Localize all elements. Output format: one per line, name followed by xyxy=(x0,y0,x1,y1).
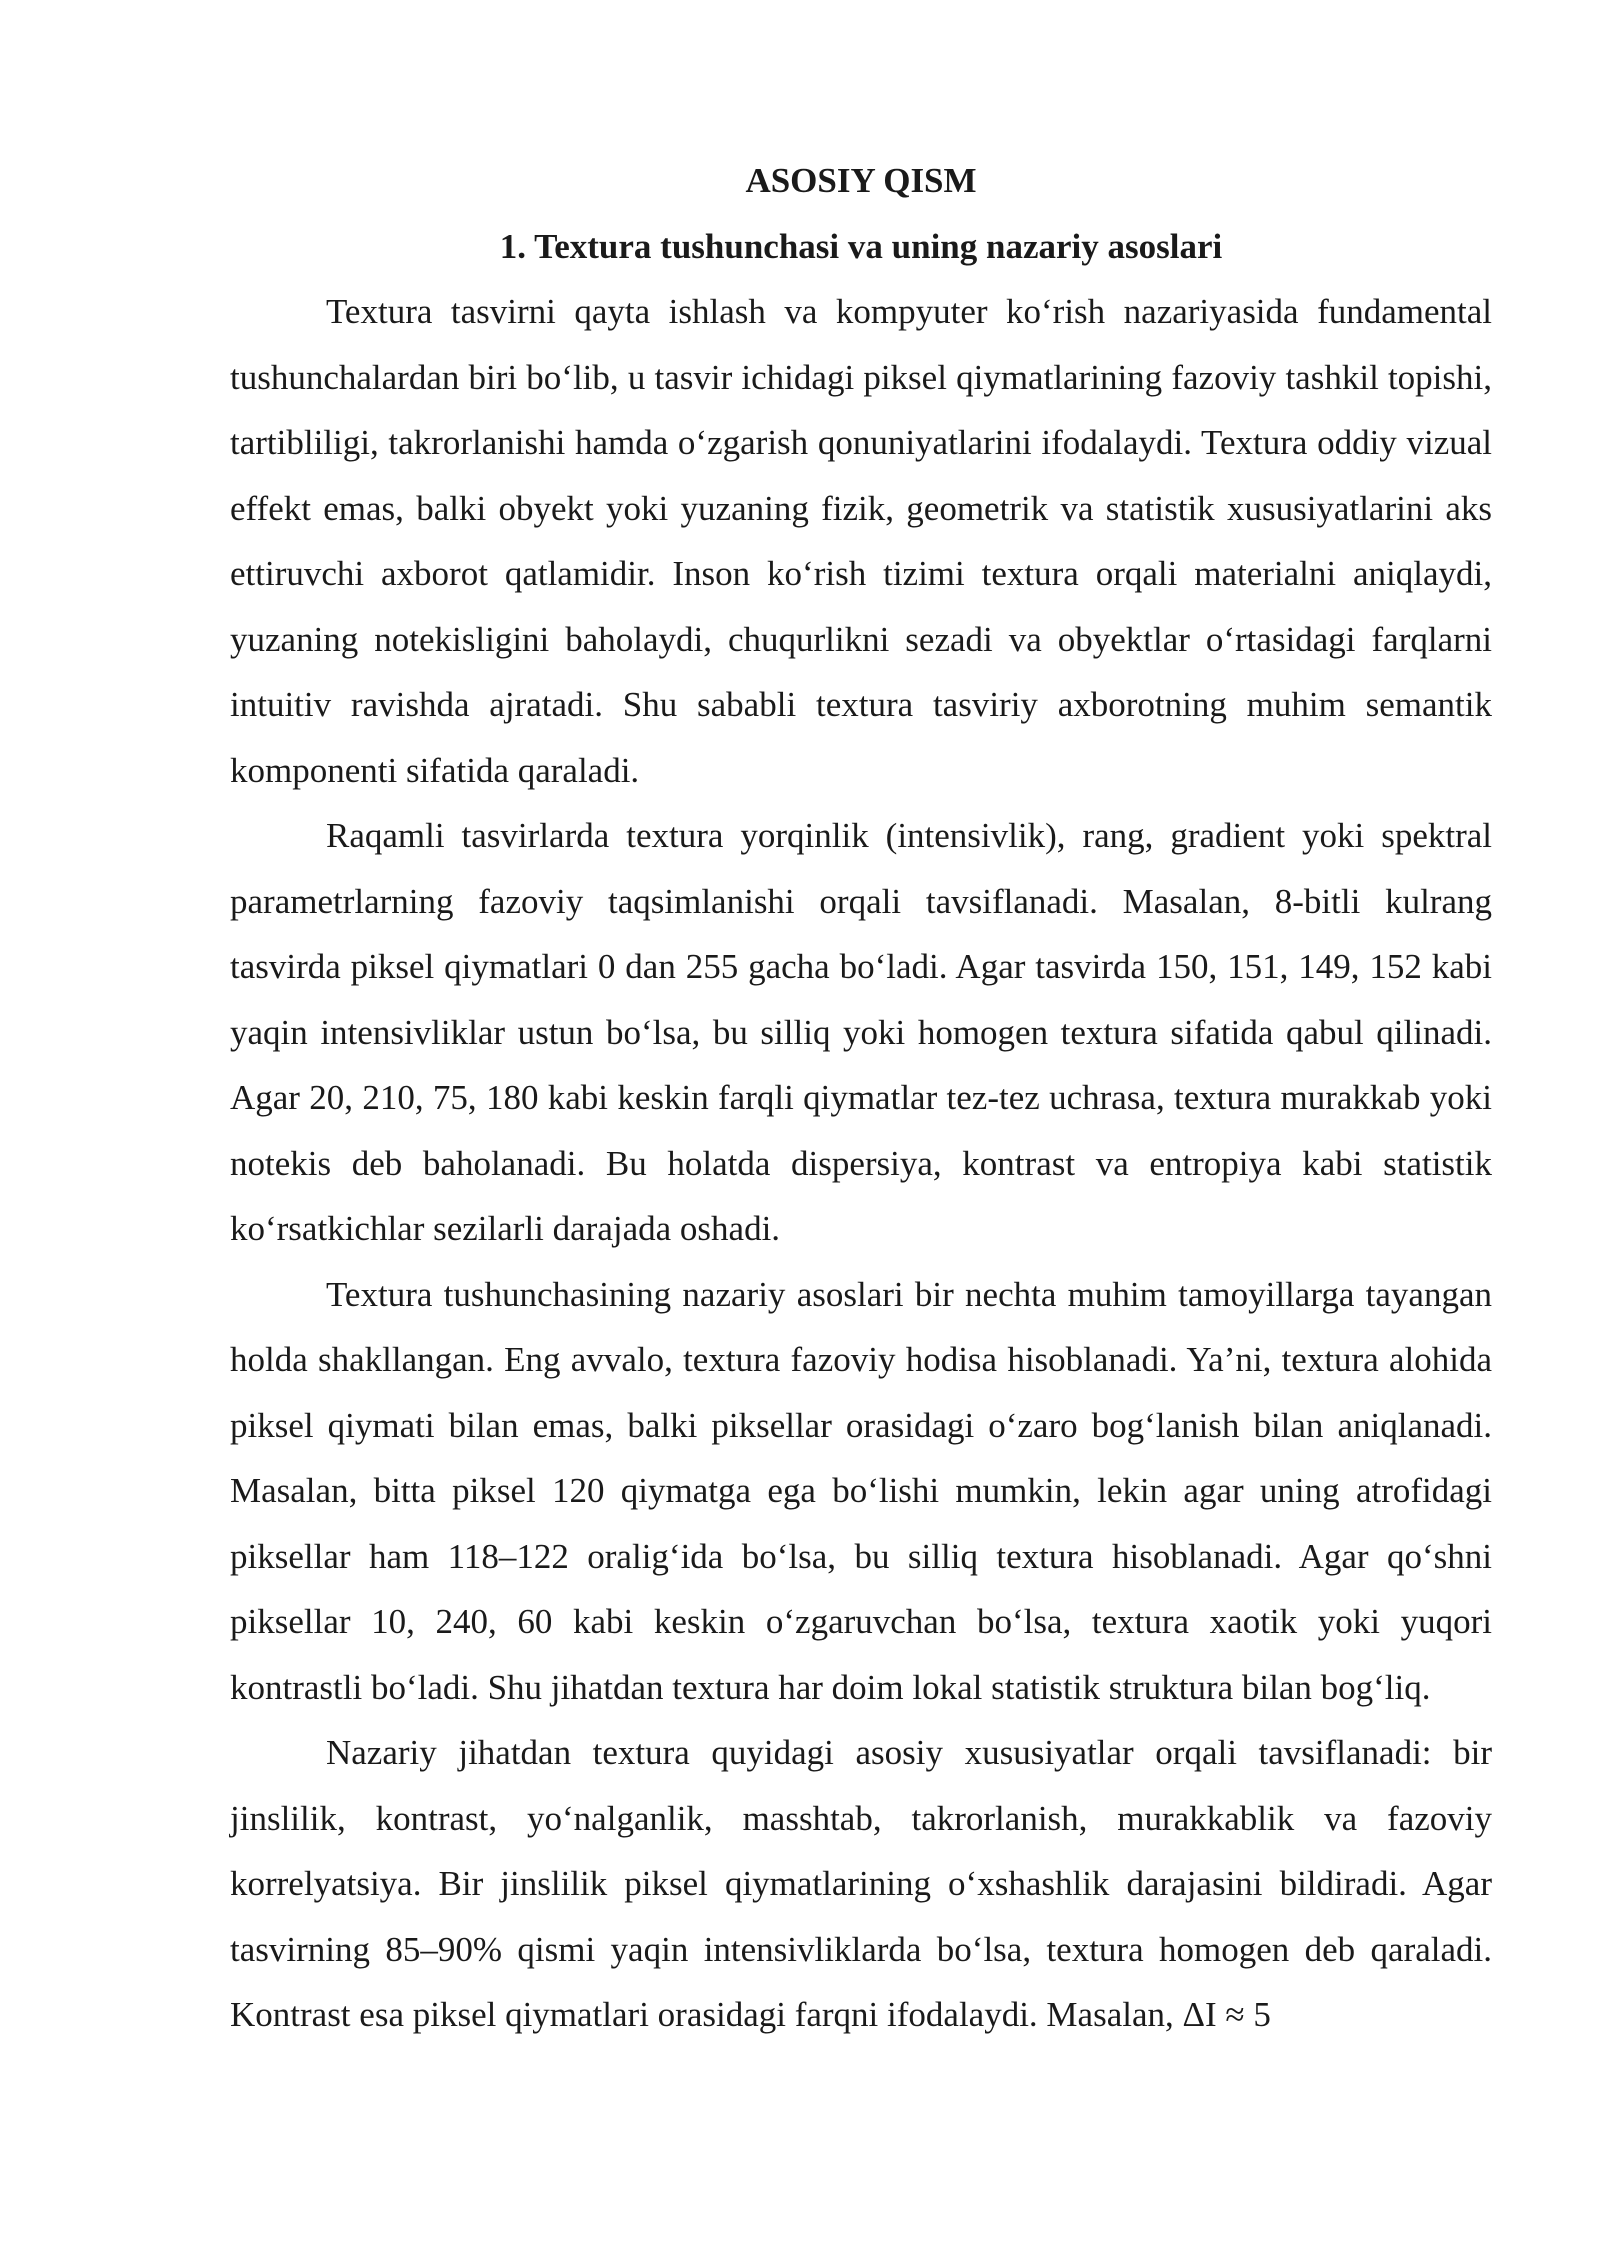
paragraph-3: Textura tushunchasining nazariy asoslari bir nechta muhim tamoyillarga tayangan holda shakllangan. Eng avvalo, textura fazoviy hodisa hisoblanadi. Ya’ni, textura alohida piksel qiymati bilan emas, balki piksellar orasidagi o‘zaro bog‘lanish bilan aniqlanadi. Masalan, bitta piksel 120 qiymatga ega bo‘lishi mumkin, lekin agar uning atrofidagi piksellar ham 118–122 oralig‘ida bo‘lsa, bu silliq textura hisoblanadi. Agar qo‘shni piksellar 10, 240, 60 kabi keskin o‘zgaruvchan bo‘lsa, textura xaotik yoki yuqori kontrastli bo‘ladi. Shu jihatdan textura har doim lokal statistik struktura bilan bog‘liq. xyxy=(230,1274,1492,1707)
paragraph-2: Raqamli tasvirlarda textura yorqinlik (intensivlik), rang, gradient yoki spektral parametrlarning fazoviy taqsimlanishi orqali tavsiflanadi. Masalan, 8-bitli kulrang tasvirda piksel qiymatlari 0 dan 255 gacha bo‘ladi. Agar tasvirda 150, 151, 149, 152 kabi yaqin intensivliklar ustun bo‘lsa, bu silliq yoki homogen textura sifatida qabul qilinadi. Agar 20, 210, 75, 180 kabi keskin farqli qiymatlar tez-tez uchrasa, textura murakkab yoki notekis deb baholanadi. Bu holatda dispersiya, kontrast va entropiya kabi statistik ko‘rsatkichlar sezilarli darajada oshadi. xyxy=(230,816,1492,1248)
main-heading: ASOSIY QISM xyxy=(745,161,977,200)
document-body xyxy=(230,148,1492,2048)
section-heading: 1. Textura tushunchasi va uning nazariy asoslari xyxy=(499,226,1223,266)
paragraph-1: Textura tasvirni qayta ishlash va kompyuter ko‘rish nazariyasida fundamental tushunchalardan biri bo‘lib, u tasvir ichidagi piksel qiymatlarining fazoviy tashkil topishi, tartibliligi, takrorlanishi hamda o‘zgarish qonuniyatlarini ifodalaydi. Textura oddiy vizual effekt emas, balki obyekt yoki yuzaning fizik, geometrik va statistik xususiyatlarini aks ettiruvchi axborot qatlamidir. Inson ko‘rish tizimi textura orqali materialni aniqlaydi, yuzaning notekisligini baholaydi, chuqurlikni sezadi va obyektlar o‘rtasidagi farqlarni intuitiv ravishda ajratadi. Shu sababli textura tasviriy axborotning muhim semantik komponenti sifatida qaraladi. xyxy=(230,292,1492,790)
paragraph-4: Nazariy jihatdan textura quyidagi asosiy xususiyatlar orqali tavsiflanadi: bir jinslilik, kontrast, yo‘nalganlik, masshtab, takrorlanish, murakkablik va fazoviy korrelyatsiya. Bir jinslilik piksel qiymatlarining o‘xshashlik darajasini bildiradi. Agar tasvirning 85–90% qismi yaqin intensivliklarda bo‘lsa, textura homogen deb qaraladi. Kontrast esa piksel qiymatlari orasidagi farqni ifodalaydi. Masalan, ΔI ≈ 5 xyxy=(230,1733,1492,2034)
